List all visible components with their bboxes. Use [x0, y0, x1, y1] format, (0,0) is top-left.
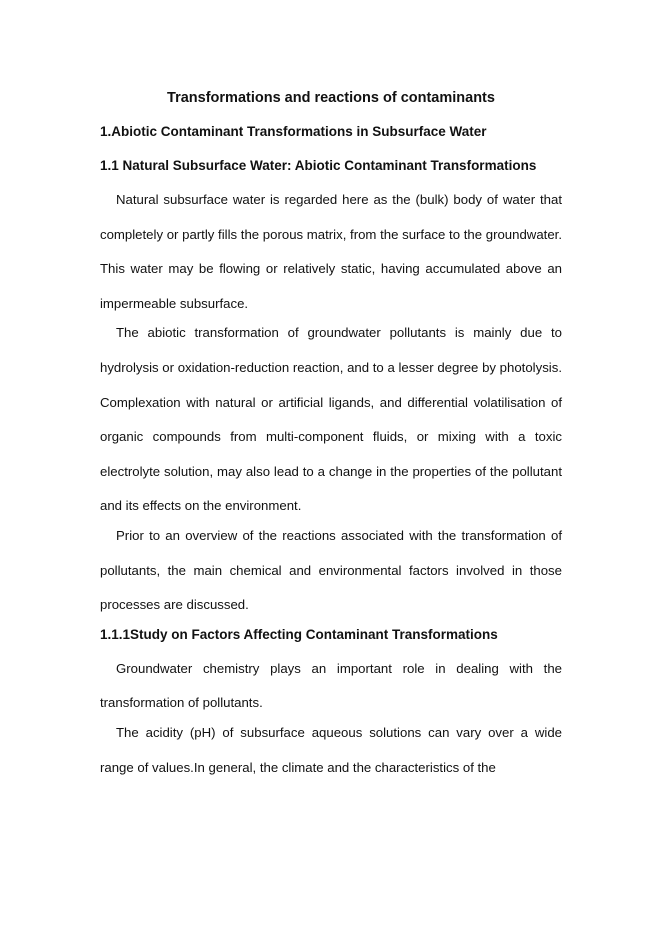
paragraph: Groundwater chemistry plays an important role in dealing with the transformation of pollutants.	[100, 660, 562, 711]
section-1-heading: 1.Abiotic Contaminant Transformations in Subsurface Water	[100, 124, 487, 139]
document-page	[100, 86, 562, 785]
section-1-1-heading: 1.1 Natural Subsurface Water: Abiotic Contaminant Transformations	[100, 158, 537, 173]
paragraph: Natural subsurface water is regarded here as the (bulk) body of water that completely or partly fills the porous matrix, from the surface to the groundwater. This water may be flowing or relatively static, having accumulated above an impermeable subsurface.	[100, 192, 562, 311]
paragraph: The abiotic transformation of groundwater pollutants is mainly due to hydrolysis or oxidation-reduction reaction, and to a lesser degree by photolysis. Complexation with natural or artificial ligands, and differential volatilisation of organic compounds from multi-component fluids, or mixing with a toxic electrolyte solution, may also lead to a change in the properties of the pollutant and its effects on the environment.	[100, 325, 562, 514]
paragraph: The acidity (pH) of subsurface aqueous solutions can vary over a wide range of values.In general, the climate and the characteristics of the	[100, 724, 562, 775]
document-title: Transformations and reactions of contaminants	[167, 90, 495, 106]
section-1-1-1-heading: 1.1.1Study on Factors Affecting Contaminant Transformations	[100, 626, 498, 642]
paragraph: Prior to an overview of the reactions associated with the transformation of pollutants, the main chemical and environmental factors involved in those processes are discussed.	[100, 527, 562, 613]
